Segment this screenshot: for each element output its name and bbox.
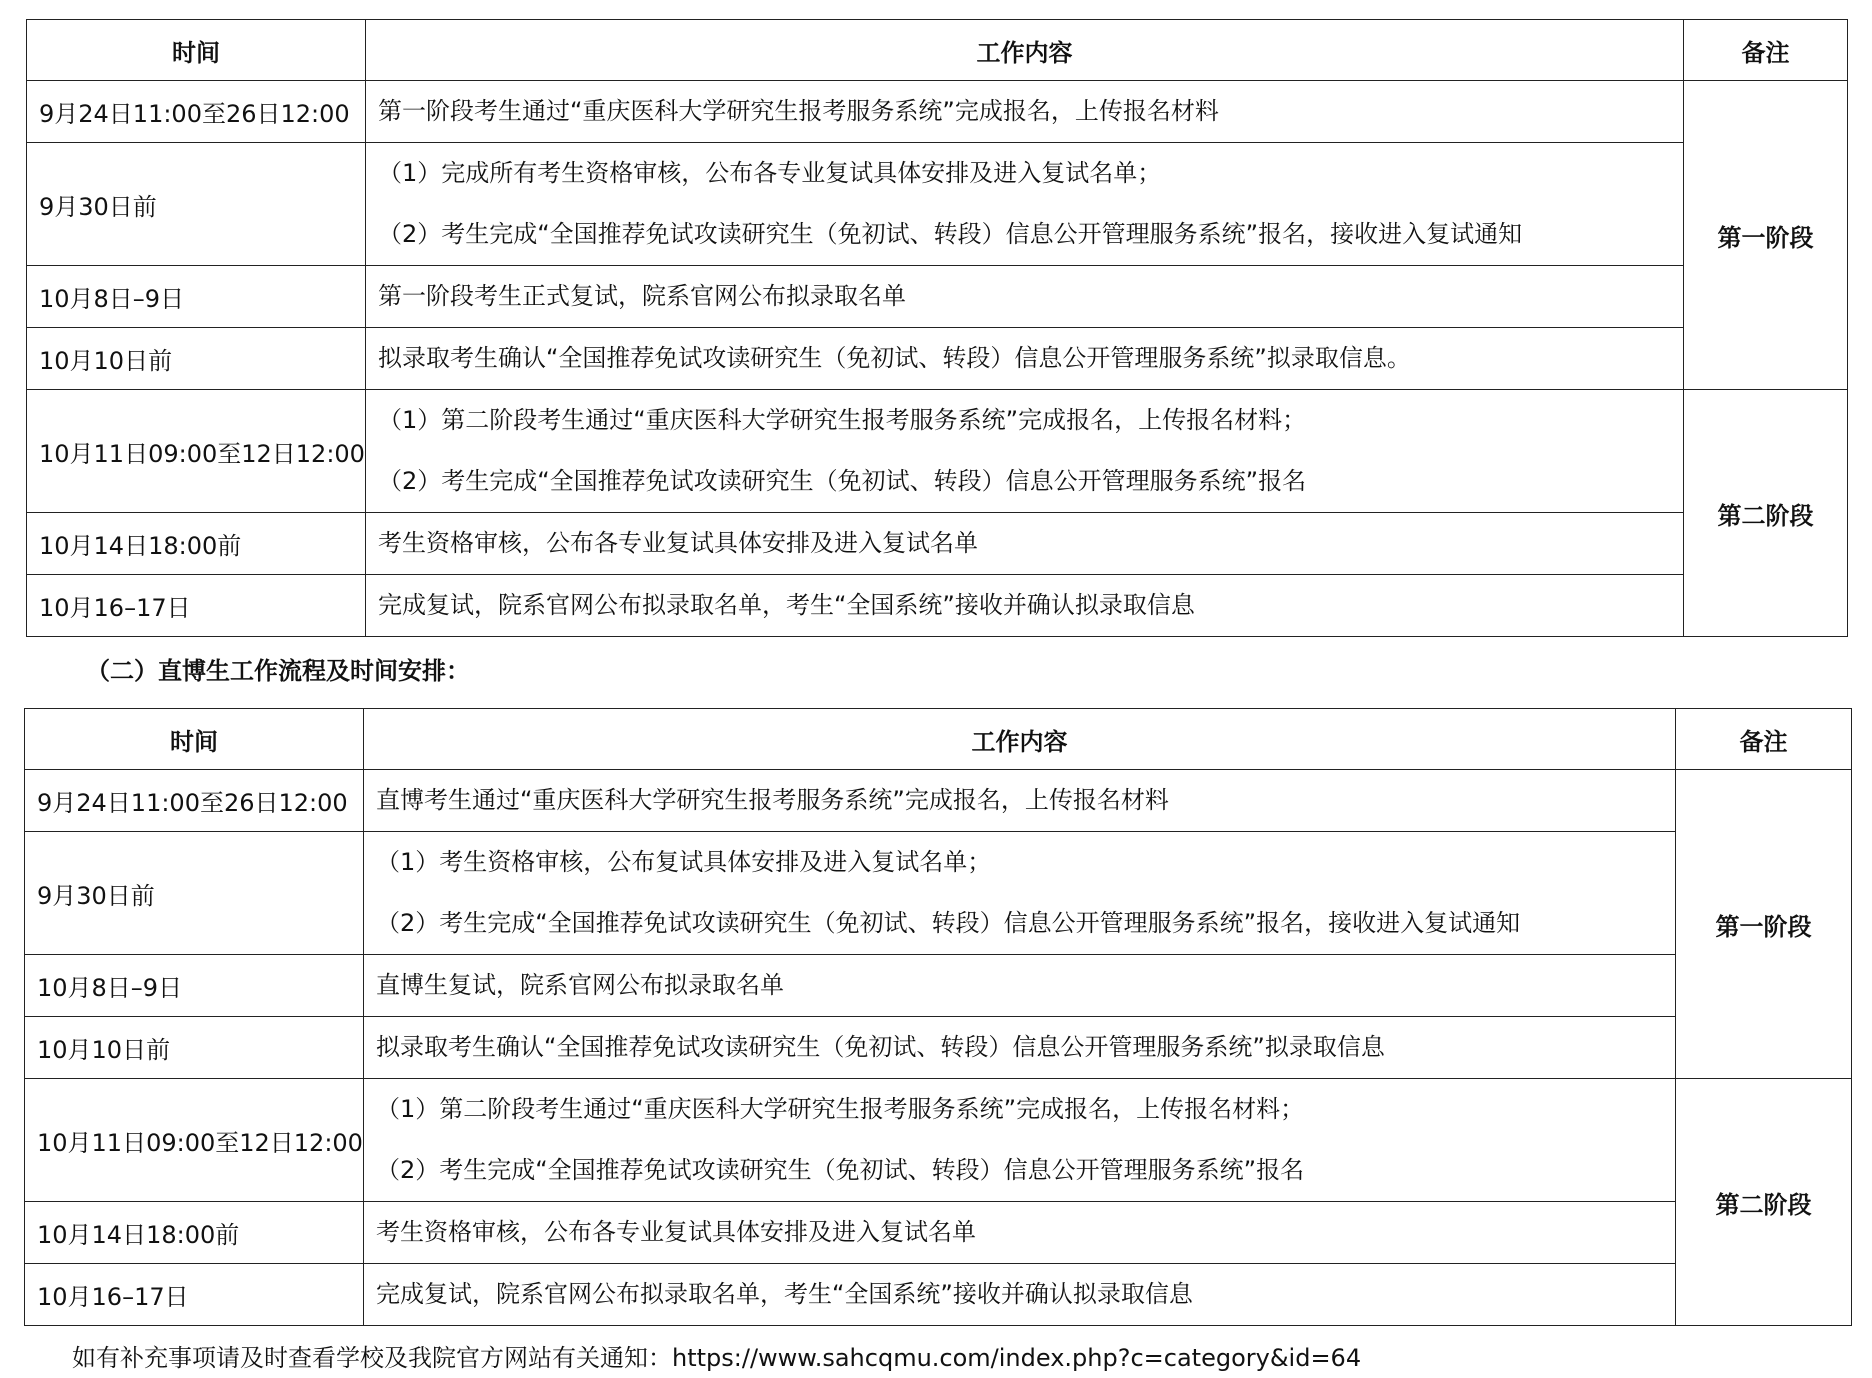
row-content [365,513,1683,575]
row-content [363,955,1675,1017]
row-content [365,143,1683,266]
content-line: 考生资格审核，公布各专业复试具体安排及进入复试名单 [375,1218,976,1246]
row-content [363,832,1675,955]
content-line: 拟录取考生确认“全国推荐免试攻读研究生（免初试、转段）信息公开管理服务系统”拟录取信息 [375,1033,1385,1061]
row-time: 9月30日前 [25,832,364,955]
stage-note-first: 第一阶段 [1683,81,1847,390]
stage-note-second: 第二阶段 [1683,390,1847,637]
table-header-row [27,20,1848,81]
schedule-table-zhibo [24,708,1852,1326]
footer-text: 如有补充事项请及时查看学校及我院官方网站有关通知： [72,1344,672,1372]
header-time: 时间 [27,20,366,81]
content-line: 直博生复试，院系官网公布拟录取名单 [375,971,784,999]
header-content: 工作内容 [365,20,1683,81]
table-row [27,143,1848,266]
content-line: 第一阶段考生正式复试，院系官网公布拟录取名单 [377,282,906,310]
row-content [363,770,1675,832]
row-time: 10月8日–9日 [27,266,366,328]
row-content [363,1264,1675,1326]
table-row [27,266,1848,328]
content-line: （1）第二阶段考生通过“重庆医科大学研究生报考服务系统”完成报名，上传报名材料； [377,406,1307,434]
table-row [25,1264,1852,1326]
section-heading: （二）直博生工作流程及时间安排： [86,657,470,685]
table-row [25,1017,1852,1079]
table-row [27,575,1848,637]
stage-note-first: 第一阶段 [1675,770,1851,1079]
content-line: （2）考生完成“全国推荐免试攻读研究生（免初试、转段）信息公开管理服务系统”报名，接收进入复试通知 [375,909,1521,937]
row-time: 10月16–17日 [25,1264,364,1326]
content-line: （2）考生完成“全国推荐免试攻读研究生（免初试、转段）信息公开管理服务系统”报名 [377,467,1307,495]
table-row [25,770,1852,832]
table-row [27,328,1848,390]
row-time: 9月30日前 [27,143,366,266]
row-time: 10月10日前 [27,328,366,390]
table-row [25,1202,1852,1264]
row-time: 10月8日–9日 [25,955,364,1017]
content-line: 第一阶段考生通过“重庆医科大学研究生报考服务系统”完成报名，上传报名材料 [377,97,1219,125]
row-content [365,81,1683,143]
row-content [365,575,1683,637]
content-line: （1）第二阶段考生通过“重庆医科大学研究生报考服务系统”完成报名，上传报名材料； [375,1095,1305,1123]
row-content [365,390,1683,513]
row-content [363,1079,1675,1202]
row-time: 10月14日18:00前 [25,1202,364,1264]
row-time: 10月16–17日 [27,575,366,637]
content-line: 完成复试，院系官网公布拟录取名单，考生“全国系统”接收并确认拟录取信息 [377,591,1195,619]
content-line: （1）完成所有考生资格审核，公布各专业复试具体安排及进入复试名单； [377,159,1162,187]
table-header-row [25,709,1852,770]
row-time: 9月24日11:00至26日12:00 [27,81,366,143]
table-row [25,955,1852,1017]
table-row [27,81,1848,143]
row-time: 10月11日09:00至12日12:00 [27,390,366,513]
row-content [363,1202,1675,1264]
table-row [25,832,1852,955]
row-content [365,328,1683,390]
footer-note [72,1338,1361,1378]
table-row [27,513,1848,575]
content-line: 直博考生通过“重庆医科大学研究生报考服务系统”完成报名，上传报名材料 [375,786,1169,814]
content-line: 考生资格审核，公布各专业复试具体安排及进入复试名单 [377,529,978,557]
table-row [27,390,1848,513]
content-line: 完成复试，院系官网公布拟录取名单，考生“全国系统”接收并确认拟录取信息 [375,1280,1193,1308]
stage-note-second: 第二阶段 [1675,1079,1851,1326]
content-line: 拟录取考生确认“全国推荐免试攻读研究生（免初试、转段）信息公开管理服务系统”拟录取信息。 [377,344,1411,372]
schedule-table-tuimian [26,19,1848,637]
row-time: 10月14日18:00前 [27,513,366,575]
website-link[interactable]: https://www.sahcqmu.com/index.php?c=category&id=64 [672,1344,1362,1372]
row-time: 9月24日11:00至26日12:00 [25,770,364,832]
content-line: （1）考生资格审核，公布复试具体安排及进入复试名单； [375,848,992,876]
row-content [363,1017,1675,1079]
header-note: 备注 [1683,20,1847,81]
row-time: 10月11日09:00至12日12:00 [25,1079,364,1202]
table-row [25,1079,1852,1202]
header-note: 备注 [1675,709,1851,770]
row-content [365,266,1683,328]
row-time: 10月10日前 [25,1017,364,1079]
content-line: （2）考生完成“全国推荐免试攻读研究生（免初试、转段）信息公开管理服务系统”报名，接收进入复试通知 [377,220,1523,248]
content-line: （2）考生完成“全国推荐免试攻读研究生（免初试、转段）信息公开管理服务系统”报名 [375,1156,1305,1184]
header-time: 时间 [25,709,364,770]
header-content: 工作内容 [363,709,1675,770]
